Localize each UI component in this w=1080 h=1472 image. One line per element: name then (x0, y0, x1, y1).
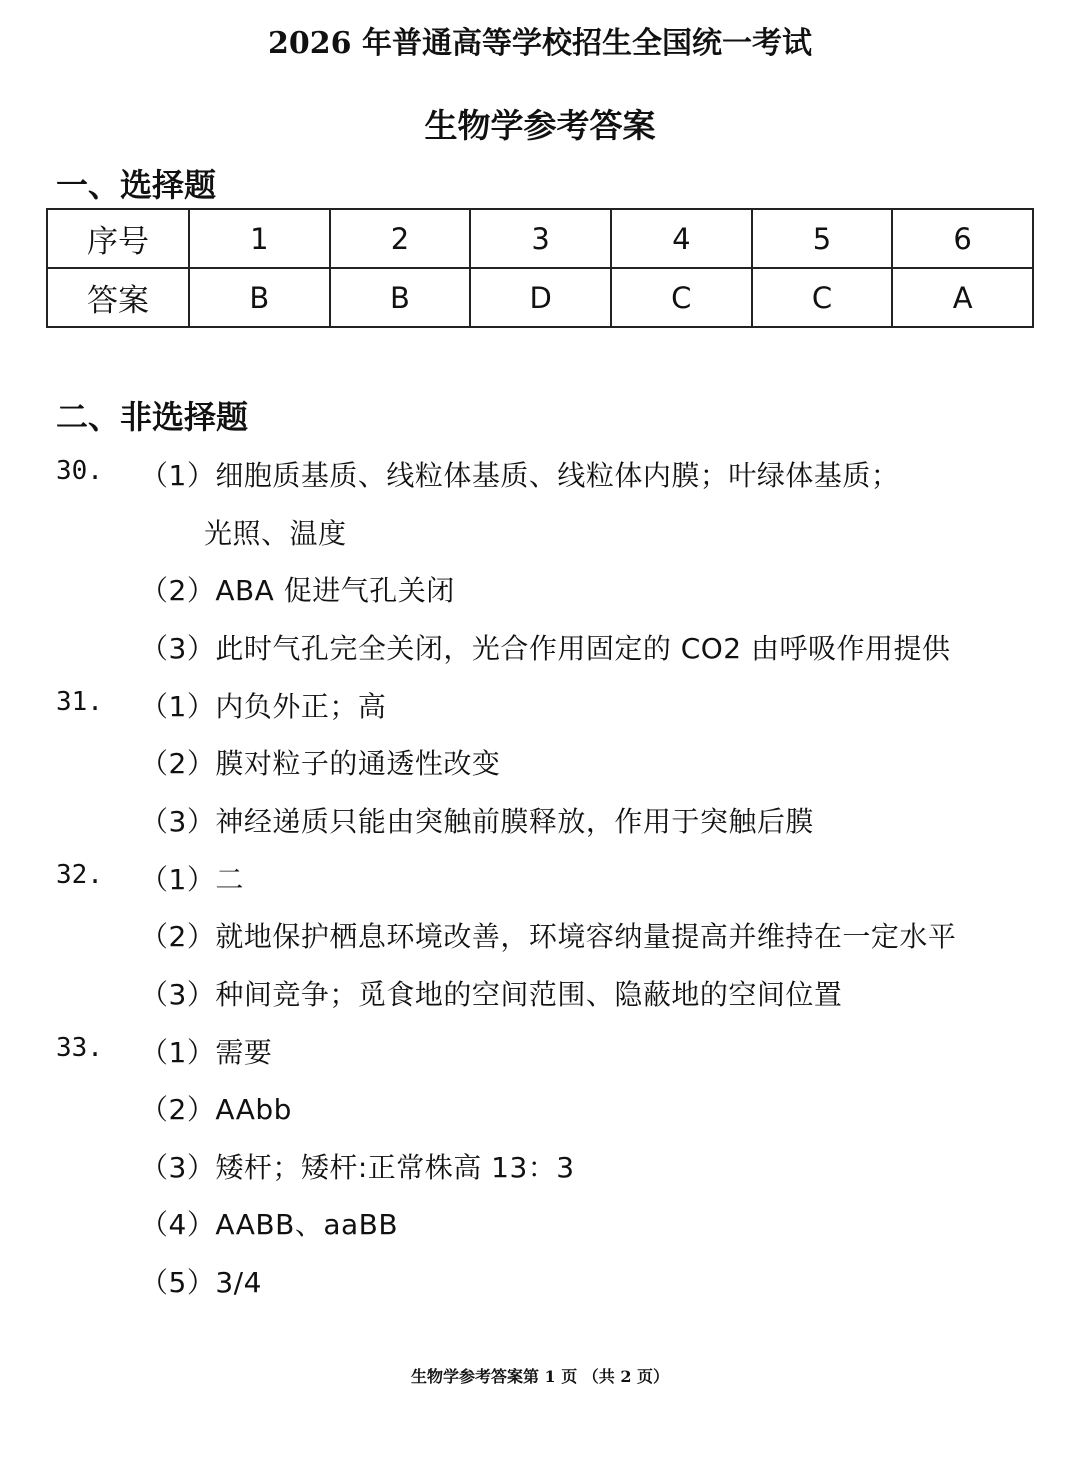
answer-line: （3）此时气孔完全关闭，光合作用固定的 CO2 由呼吸作用提供 (140, 632, 951, 665)
section-heading-multiple-choice: 一、选择题 (56, 166, 217, 204)
row-label-answer: 答案 (47, 268, 189, 327)
answer-line: （2）AAbb (140, 1093, 292, 1126)
answer-line: （1）需要 (140, 1036, 273, 1069)
question-number-33: 33. (56, 1033, 103, 1063)
answer-line: （1）二 (140, 863, 244, 896)
answer-table (46, 208, 1034, 328)
question-number-cell: 4 (611, 209, 752, 268)
answer-line: （4）AABB、aaBB (140, 1208, 399, 1241)
question-number-30: 30. (56, 456, 103, 486)
question-number-cell: 2 (330, 209, 471, 268)
answer-line: （2）就地保护栖息环境改善，环境容纳量提高并维持在一定水平 (140, 920, 957, 953)
section-heading-free-response: 二、非选择题 (56, 398, 249, 436)
answer-line: （3）种间竞争；觅食地的空间范围、隐蔽地的空间位置 (140, 978, 843, 1011)
document-subtitle: 生物学参考答案 (424, 106, 656, 145)
answer-cell: B (189, 268, 330, 327)
answer-cell: C (752, 268, 893, 327)
question-number-cell: 5 (752, 209, 893, 268)
page-footer: 生物学参考答案第 1 页 （共 2 页） (410, 1367, 670, 1386)
answer-line: （2）膜对粒子的通透性改变 (140, 747, 501, 780)
answer-line: （3）矮杆；矮杆:正常株高 13：3 (140, 1151, 575, 1184)
answer-line: （2）ABA 促进气孔关闭 (140, 574, 455, 607)
question-number-32: 32. (56, 860, 103, 890)
answer-cell: B (330, 268, 471, 327)
document-title: 2026 年普通高等学校招生全国统一考试 (268, 26, 812, 61)
answer-line: 光照、温度 (204, 517, 347, 550)
answer-line: （3）神经递质只能由突触前膜释放，作用于突触后膜 (140, 805, 814, 838)
answer-cell: C (611, 268, 752, 327)
question-number-cell: 3 (470, 209, 611, 268)
question-number-cell: 6 (892, 209, 1033, 268)
question-number-31: 31. (56, 687, 103, 717)
answer-cell: A (892, 268, 1033, 327)
table-row-answers (47, 268, 1033, 327)
answer-cell: D (470, 268, 611, 327)
answer-line: （1）细胞质基质、线粒体基质、线粒体内膜；叶绿体基质； (140, 459, 900, 492)
table-row-numbers (47, 209, 1033, 268)
answer-line: （5）3/4 (140, 1266, 262, 1299)
question-number-cell: 1 (189, 209, 330, 268)
answer-line: （1）内负外正；高 (140, 690, 387, 723)
row-label-number: 序号 (47, 209, 189, 268)
